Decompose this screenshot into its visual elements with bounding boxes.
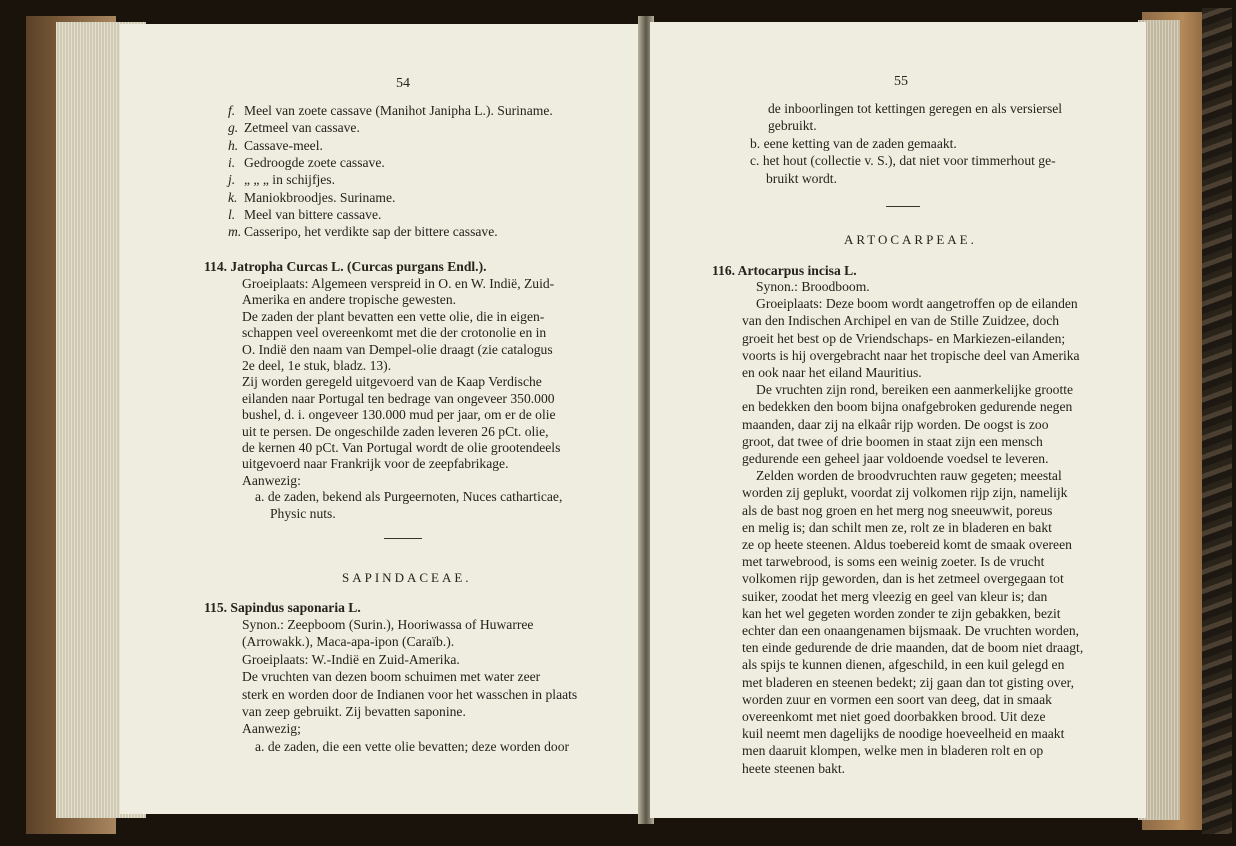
text-line: voorts is hij overgebracht naar het tropische deel van Amerika <box>742 347 1080 363</box>
text-line: overeenkomt met niet goed doorbakken brood. Uit deze <box>742 709 1046 724</box>
text-line: gebruikt. <box>768 118 817 134</box>
right-page <box>650 22 1146 818</box>
text-line: Aanwezig; <box>242 721 301 737</box>
left-page <box>120 24 642 814</box>
text-line: men daaruit klompen, welke men in bladeren rolt en op <box>742 743 1044 759</box>
divider <box>886 206 920 207</box>
text-line: groeit het best op de Vriendschaps- en Markiezen-eilanden; <box>742 330 1066 346</box>
text-line: echter dan een onaangenamen bijsmaak. De vruchten worden, <box>742 623 1080 638</box>
text-line: en ook naar het eiland Mauritius. <box>742 365 922 380</box>
list-item-letter: g. <box>228 120 239 136</box>
text-line: Zelden worden de broodvruchten rauw gegeten; meestal <box>756 468 1062 484</box>
text-line: als spijs te kunnen dienen, afgeschild, in een kuil gelegd en <box>742 657 1065 673</box>
list-item-letter: i. <box>228 154 236 170</box>
text-line: ze op heete steenen. Aldus toebereid komt de smaak overeen <box>742 537 1072 552</box>
text-line: de inboorlingen tot kettingen geregen en als versiersel <box>768 101 1063 116</box>
text-line: (Arrowakk.), Maca-apa-ipon (Caraïb.). <box>242 634 455 650</box>
entry-heading-116: 116. Artocarpus incisa L. <box>712 263 857 278</box>
text-line: groot, dat twee of drie boomen in staat zijn een mensch <box>742 433 1043 449</box>
list-item-text: Meel van zoete cassave (Manihot Janipha L.). Suriname. <box>244 103 553 118</box>
list-item-letter: h. <box>228 137 239 153</box>
text-line: uit te persen. De ongeschilde zaden leveren 26 pCt. olie, <box>242 423 549 439</box>
text-line: kan het wel gegeten worden zonder te zijn gebakken, bezit <box>742 605 1061 621</box>
text-line: met bladeren en steenen bedekt; zij gaan dan tot gisting over, <box>742 674 1075 690</box>
text-line: heete steenen bakt. <box>742 760 846 776</box>
text-line: als de bast nog groen en het merg nog sneeuwwit, poreus <box>742 502 1053 518</box>
text-line: c. het hout (collectie v. S.), dat niet voor timmerhout ge- <box>750 153 1056 169</box>
list-item-text: Maniokbroodjes. Suriname. <box>244 189 396 205</box>
text-line: worden zuur en vormen een soort van deeg, dat in smaak <box>742 691 1052 707</box>
text-line: kuil neemt men dagelijks de noodige hoeveelheid en maakt <box>742 726 1065 742</box>
list-item-text: Zetmeel van cassave. <box>244 120 360 136</box>
text-line: a. de zaden, bekend als Purgeernoten, Nuces catharticae, <box>255 489 563 505</box>
text-line: Groeiplaats: Algemeen verspreid in O. en W. Indië, Zuid- <box>242 276 555 291</box>
text-line: worden zij geplukt, voordat zij volkomen rijp zijn, namelijk <box>742 485 1068 501</box>
text-line: suiker, zoodat het merg vleezig en geel van kleur is; dan <box>742 588 1048 604</box>
list-item-letter: j. <box>228 172 236 188</box>
list-item-text: „ „ „ in schijfjes. <box>244 172 335 188</box>
text-line: ten einde gedurende de drie maanden, dat de boom niet draagt, <box>742 640 1084 656</box>
text-line: eilanden naar Portugal ten bedrage van ongeveer 350.000 <box>242 390 555 406</box>
text-line: en melig is; dan schilt men ze, rolt ze in bladeren en bakt <box>742 519 1052 535</box>
text-line: met tarwebrood, is soms een weinig zoeter. Is de vrucht <box>742 554 1045 570</box>
list-item-text: Casseripo, het verdikte sap der bittere cassave. <box>244 224 498 240</box>
section-title-sapindaceae: SAPINDACEAE. <box>342 570 472 585</box>
text-line: van den Indischen Archipel en van de Stille Zuidzee, doch <box>742 313 1060 329</box>
text-line: Groeiplaats: W.-Indië en Zuid-Amerika. <box>242 651 460 667</box>
text-line: b. eene ketting van de zaden gemaakt. <box>750 135 957 151</box>
text-line: Aanwezig: <box>242 472 301 488</box>
text-line: Synon.: Zeepboom (Surin.), Hooriwassa of Huwarree <box>242 617 534 632</box>
page-number: 55 <box>894 74 908 89</box>
list-item-letter: k. <box>228 189 238 205</box>
text-line: gedurende een geheel jaar voldoende voedsel te leveren. <box>742 451 1049 466</box>
entry-heading-115: 115. Sapindus saponaria L. <box>204 600 361 615</box>
entry-heading-114: 114. Jatropha Curcas L. (Curcas purgans Endl.). <box>204 259 487 274</box>
text-line: De vruchten van dezen boom schuimen met water zeer <box>242 669 541 685</box>
text-line: schappen veel overeenkomt met die der crotonolie en in <box>242 325 547 341</box>
text-line: a. de zaden, die een vette olie bevatten; deze worden door <box>255 738 570 754</box>
text-line: bushel, d. i. ongeveer 130.000 mud per jaar, om er de olie <box>242 407 556 423</box>
text-line: O. Indië den naam van Dempel-olie draagt (zie catalogus <box>242 341 553 357</box>
text-line: De zaden der plant bevatten een vette olie, die in eigen- <box>242 308 545 324</box>
divider <box>384 538 422 539</box>
text-line: maanden, daar zij na elkaâr rijp worden. De oogst is zoo <box>742 416 1049 432</box>
text-line: Physic nuts. <box>270 505 336 521</box>
text-line: 2e deel, 1e stuk, bladz. 13). <box>242 358 392 373</box>
text-line: De vruchten zijn rond, bereiken een aanmerkelijke grootte <box>756 382 1074 398</box>
text-line: van zeep gebruikt. Zij bevatten saponine. <box>242 704 466 719</box>
text-line: Synon.: Broodboom. <box>756 279 870 294</box>
marbled-edge <box>1202 8 1232 834</box>
list-item-letter: f. <box>228 103 236 118</box>
text-line: volkomen rijp geworden, dan is het zetmeel overgegaan tot <box>742 571 1064 587</box>
section-title-artocarpeae: ARTOCARPEAE. <box>844 232 977 247</box>
list-item-letter: m. <box>228 224 242 240</box>
text-line: Zij worden geregeld uitgevoerd van de Kaap Verdische <box>242 374 542 390</box>
text-line: Amerika en andere tropische gewesten. <box>242 292 457 308</box>
text-line: de kernen 40 pCt. Van Portugal wordt de olie grootendeels <box>242 440 561 455</box>
text-line: en bedekken den boom bijna onafgebroken gedurende negen <box>742 399 1073 415</box>
list-item-letter: l. <box>228 206 236 222</box>
page-number: 54 <box>396 76 410 91</box>
text-line: Groeiplaats: Deze boom wordt aangetroffen op de eilanden <box>756 296 1078 312</box>
text-line: bruikt wordt. <box>766 170 837 186</box>
text-line: sterk en worden door de Indianen voor het wasschen in plaats <box>242 686 578 702</box>
list-item-text: Cassave-meel. <box>244 137 323 153</box>
text-line: uitgevoerd naar Frankrijk voor de zeepfabrikage. <box>242 456 509 472</box>
list-item-text: Gedroogde zoete cassave. <box>244 154 385 170</box>
list-item-text: Meel van bittere cassave. <box>244 206 382 222</box>
